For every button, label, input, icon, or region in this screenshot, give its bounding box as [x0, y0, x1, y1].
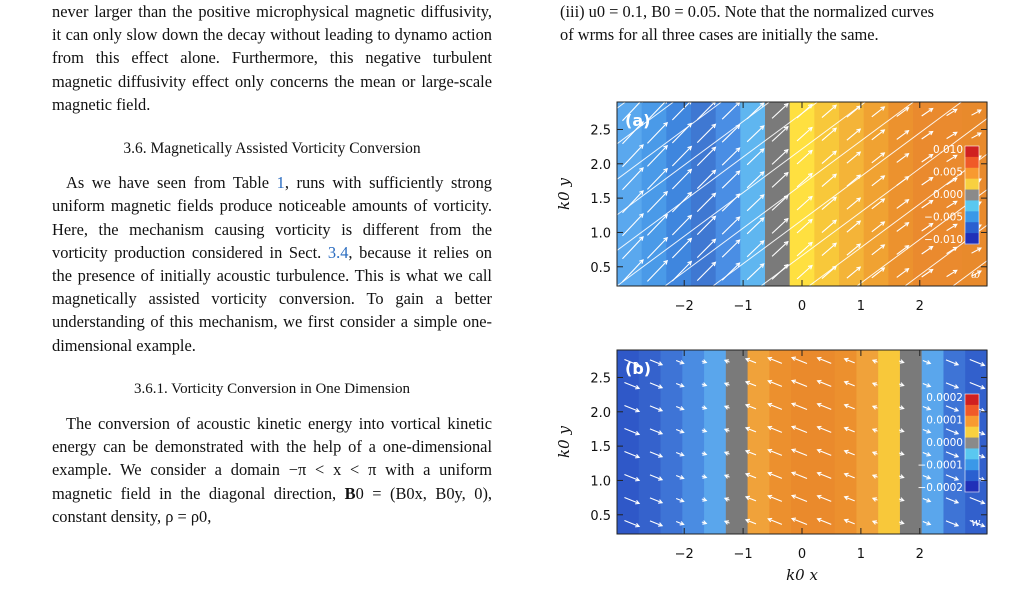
y-tick-label: 2.5: [590, 371, 611, 387]
y-tick-label: 1.5: [590, 192, 611, 208]
heatmap-stripe: [888, 102, 913, 286]
heatmap-stripe: [813, 350, 835, 534]
heatmap-stripe: [791, 350, 813, 534]
colorbar-segment: [965, 233, 979, 244]
heatmap-stripe: [740, 102, 765, 286]
caption-line-1: (iii) u0 = 0.1, B0 = 0.05. Note that the normalized curves: [560, 2, 934, 21]
colorbar-tick-label: 0.0001: [926, 414, 963, 427]
heatmap-stripe: [748, 350, 770, 534]
colorbar-tick-label: −0.0001: [917, 459, 963, 472]
y-tick-label: 0.5: [590, 508, 611, 524]
right-text-column: [560, 0, 1000, 46]
y-tick-label: 2.0: [590, 157, 611, 173]
y-tick-label: 2.5: [590, 123, 611, 139]
colorbar-tick-label: 0.000: [932, 189, 963, 201]
table-ref-link[interactable]: 1: [276, 173, 285, 193]
left-text-column: [52, 0, 492, 528]
colorbar-segment: [965, 470, 979, 481]
colorbar-segment: [965, 168, 979, 179]
heatmap-stripe: [878, 350, 900, 534]
colorbar-segment: [965, 459, 979, 470]
heatmap-stripe: [835, 350, 857, 534]
panel-label: (b): [625, 359, 652, 378]
heatmap-stripe: [682, 350, 704, 534]
colorbar-segment: [965, 481, 979, 492]
x-tick-label: 0: [797, 547, 807, 562]
colorbar-tick-label: 0.0002: [926, 392, 963, 404]
panel-label: (a): [625, 111, 651, 130]
heatmap-stripe: [704, 350, 726, 534]
figure-two-panels: [515, 100, 1005, 595]
field-line: [1001, 102, 1005, 286]
colorbar-tick-label: −0.005: [924, 211, 963, 224]
paragraph-1: never larger than the positive microphysical magnetic diffusivity, it can only slow down the decay without leading to dynamo action from this effect alone. Furthermore, this negative turbulent magnetic diffusivity effect only concerns the mean or large-scale magnetic field.: [52, 2, 492, 114]
y-tick-label: 1.0: [590, 226, 611, 242]
colorbar-segment: [965, 200, 979, 211]
paragraph-3: The conversion of acoustic kinetic energy into vortical kinetic energy can be demonstrated with the help of a one-dimensional example. We consider a domain −π < x < π with a uniform magnetic field in the diagonal direction, B0 = (B0x, B0y, 0), constant density, ρ = ρ0,: [52, 414, 492, 526]
subsection-heading: 3.6.1. Vorticity Conversion in One Dimension: [133, 380, 411, 397]
heatmap-stripe: [726, 350, 748, 534]
colorbar-tick-label: 0.005: [932, 166, 963, 179]
x-tick-label: 2: [915, 547, 924, 562]
x-tick-label: 0: [797, 299, 807, 314]
x-tick-label: 1: [856, 547, 866, 562]
colorbar-tick-label: 0.0000: [926, 437, 963, 449]
caption-line-2: of wrms for all three cases are initially the same.: [560, 25, 879, 45]
y-axis-label: k0 y: [555, 426, 573, 458]
colorbar-segment: [965, 427, 979, 438]
heatmap-stripe: [716, 102, 741, 286]
y-axis-label: k0 y: [555, 178, 573, 210]
colorbar-segment: [965, 448, 979, 459]
colorbar-segment: [965, 157, 979, 168]
heatmap-stripe: [661, 350, 683, 534]
y-tick-label: 1.5: [590, 440, 611, 456]
x-tick-label: 1: [856, 299, 866, 314]
colorbar-quantity-label: w: [971, 516, 981, 529]
heatmap-stripe: [769, 350, 791, 534]
colorbar-segment: [965, 405, 979, 416]
section-heading: 3.6. Magnetically Assisted Vorticity Conversion: [123, 140, 421, 158]
colorbar-segment: [965, 211, 979, 222]
colorbar-segment: [965, 146, 979, 157]
colorbar-tick-label: −0.010: [924, 234, 963, 246]
x-tick-label: −2: [674, 299, 694, 314]
section-ref-link[interactable]: 3.4: [327, 242, 349, 262]
colorbar-segment: [965, 179, 979, 190]
y-tick-label: 0.5: [590, 260, 611, 276]
colorbar-segment: [965, 438, 979, 449]
colorbar-segment: [965, 416, 979, 427]
colorbar-quantity-label: ω: [971, 268, 980, 281]
heatmap-stripe: [900, 350, 922, 534]
colorbar-tick-label: 0.010: [932, 144, 963, 156]
x-tick-label: −1: [733, 299, 753, 314]
x-tick-label: −2: [674, 547, 694, 562]
heatmap-stripe: [856, 350, 878, 534]
colorbar-segment: [965, 394, 979, 405]
x-axis-label: k0 x: [786, 566, 818, 584]
y-tick-label: 2.0: [590, 405, 611, 421]
colorbar-segment: [965, 222, 979, 233]
panel-a: [515, 100, 1005, 314]
colorbar-tick-label: −0.0002: [917, 482, 963, 494]
colorbar-segment: [965, 190, 979, 201]
paragraph-2: As we have seen from Table 1, runs with sufficiently strong uniform magnetic fields produce noticeable amounts of vorticity. Here, the mechanism causing vorticity is different from the vorticity production considered in Sect. 3.4, because it relies on the presence of initially acoustic turbulence. This is what we call magnetically assisted vorticity conversion. To gain a better understanding of this mechanism, we first consider a simple one-dimensional example.: [52, 173, 492, 355]
y-tick-label: 1.0: [590, 474, 611, 490]
panel-b: [555, 350, 988, 562]
x-tick-label: 2: [915, 299, 924, 314]
x-tick-label: −1: [733, 547, 753, 562]
